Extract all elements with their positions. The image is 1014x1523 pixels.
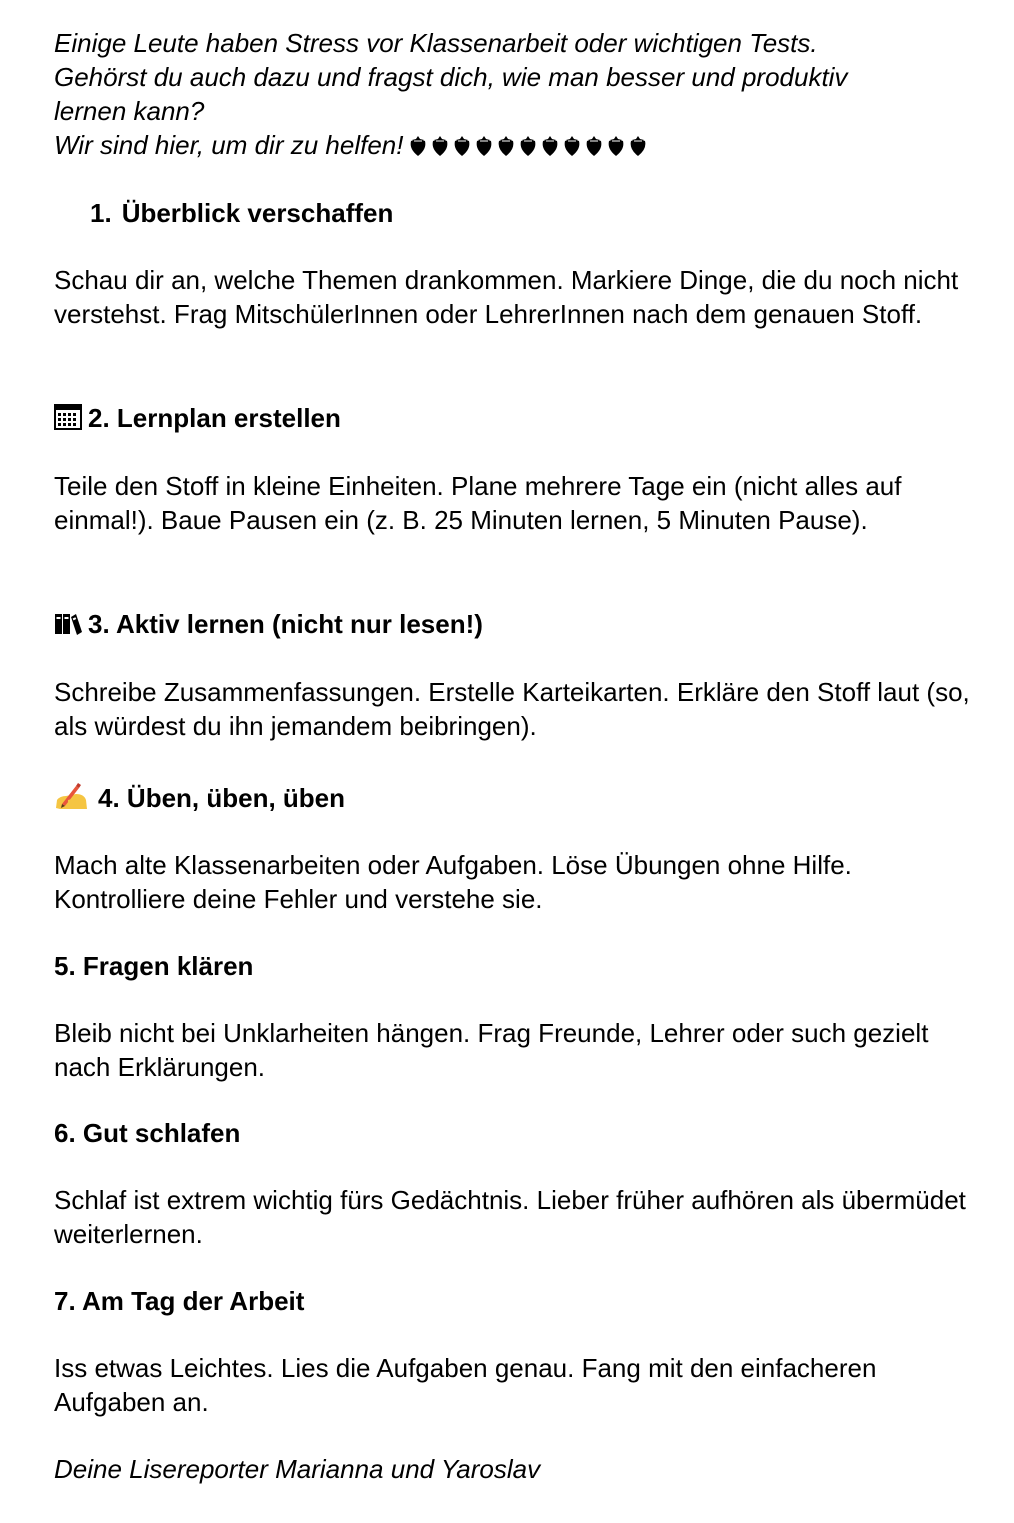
section-7-number: 7. [54, 1286, 76, 1316]
section-3-body: Schreibe Zusammenfassungen. Erstelle Karteikarten. Erkläre den Stoff laut (so, als würdest du ihn jemandem beibringen). [54, 677, 970, 741]
section-1-number: 1. [90, 198, 112, 228]
intro-paragraph [54, 26, 994, 162]
section-5-title: Fragen klären [82, 951, 254, 981]
section-1-body: Schau dir an, welche Themen drankommen. Markiere Dinge, die du noch nicht verstehst. Frag MitschülerInnen oder LehrerInnen nach dem genauen Stoff. [54, 265, 959, 329]
section-1-title: Überblick verschaffen [121, 198, 394, 228]
calendar-icon [54, 404, 82, 438]
section-4-body: Mach alte Klassenarbeiten oder Aufgaben. Löse Übungen ohne Hilfe. Kontrolliere deine Fehler und verstehe sie. [54, 850, 852, 914]
strawberry-icon [429, 131, 451, 153]
section-2-number: 2. [88, 403, 110, 433]
books-icon [54, 610, 82, 644]
section-7-body: Iss etwas Leichtes. Lies die Aufgaben genau. Fang mit den einfacheren Aufgaben an. [54, 1353, 877, 1417]
section-2-heading [54, 401, 341, 438]
strawberry-icon [605, 131, 627, 153]
section-6-title: Gut schlafen [82, 1118, 241, 1148]
section-3-heading [54, 607, 483, 644]
section-5-heading [54, 949, 253, 983]
signature: Deine Lisereporter Marianna und Yaroslav [54, 1454, 541, 1484]
section-1-heading [90, 196, 393, 230]
section-4-title: Üben, üben, üben [126, 783, 346, 813]
strawberry-icon [407, 131, 429, 153]
section-2-body: Teile den Stoff in kleine Einheiten. Plane mehrere Tage ein (nicht alles auf einmal!). Baue Pausen ein (z. B. 25 Minuten lernen, 5 Minuten Pause). [54, 471, 902, 535]
strawberry-icon [495, 131, 517, 153]
strawberry-icon [561, 131, 583, 153]
intro-line-3: lernen kann? [54, 96, 205, 126]
section-4-heading [54, 781, 345, 818]
intro-line-4-text: Wir sind hier, um dir zu helfen! [54, 130, 404, 160]
section-5-number: 5. [54, 951, 76, 981]
strawberry-icon [583, 131, 605, 153]
strawberry-icon [539, 131, 561, 153]
section-5-body: Bleib nicht bei Unklarheiten hängen. Frag Freunde, Lehrer oder such gezielt nach Erklärungen. [54, 1018, 929, 1082]
document-page [54, 26, 994, 1484]
intro-line-1: Einige Leute haben Stress vor Klassenarbeit oder wichtigen Tests. [54, 28, 818, 58]
intro-line-4 [54, 128, 994, 162]
section-2-title: Lernplan erstellen [116, 403, 341, 433]
strawberry-icon [473, 131, 495, 153]
section-3-number: 3. [88, 609, 110, 639]
section-7-title: Am Tag der Arbeit [81, 1286, 305, 1316]
strawberry-icon [451, 131, 473, 153]
section-6-number: 6. [54, 1118, 76, 1148]
writing-hand-icon [54, 782, 88, 818]
strawberry-icon [517, 131, 539, 153]
section-6-body: Schlaf ist extrem wichtig fürs Gedächtnis. Lieber früher aufhören als übermüdet weiterlernen. [54, 1185, 966, 1249]
strawberry-icon [627, 131, 649, 153]
section-6-heading [54, 1116, 240, 1150]
strawberry-row [407, 128, 649, 162]
section-3-title: Aktiv lernen (nicht nur lesen!) [115, 609, 483, 639]
section-4-number: 4. [98, 783, 120, 813]
intro-line-2: Gehörst du auch dazu und fragst dich, wie man besser und produktiv [54, 62, 848, 92]
section-7-heading [54, 1284, 304, 1318]
